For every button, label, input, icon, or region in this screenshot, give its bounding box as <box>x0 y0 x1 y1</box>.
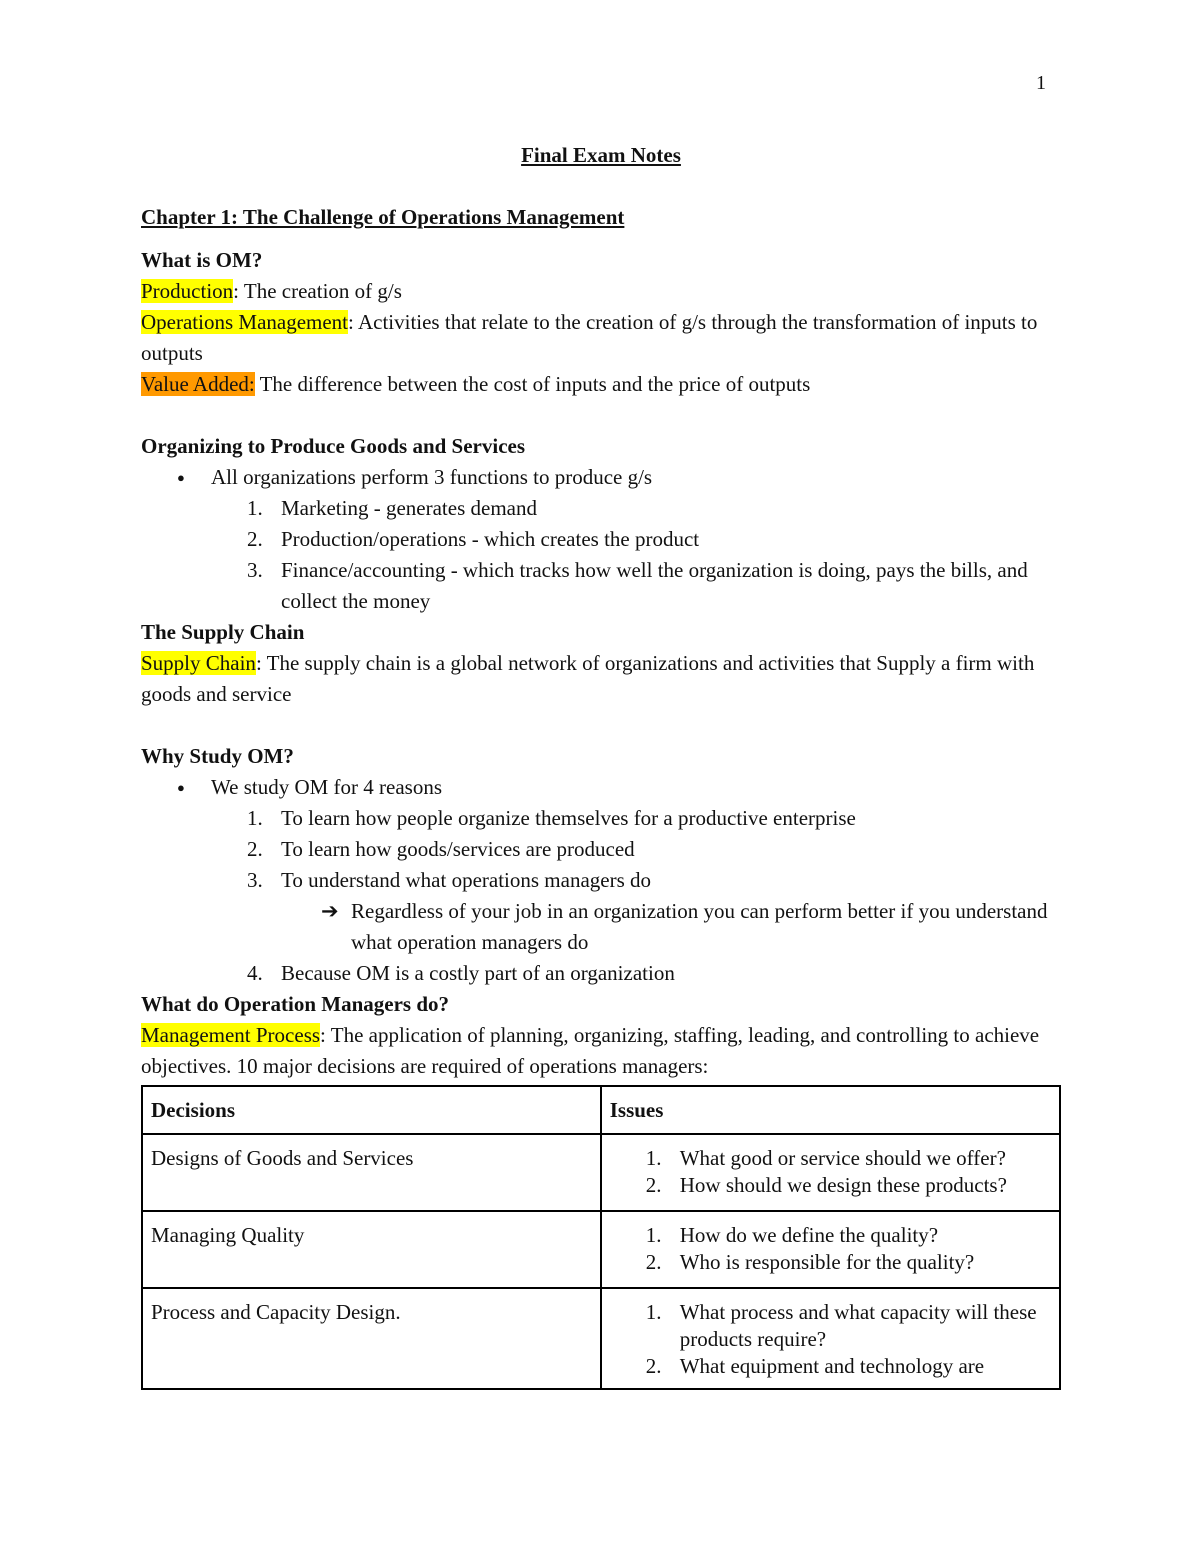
page-number: 1 <box>1036 72 1046 94</box>
bullet-list <box>141 462 1061 493</box>
list-item: 4. Because OM is a costly part of an organization <box>247 961 675 985</box>
section-heading-managers: What do Operation Managers do? <box>141 992 450 1016</box>
list-item: 1. What good or service should we offer? <box>645 1146 1006 1170</box>
list-item: 2. Who is responsible for the quality? <box>645 1250 975 1274</box>
section-heading-why-study: Why Study OM? <box>141 744 294 768</box>
table-header-row <box>142 1086 1060 1134</box>
arrow-right-icon: ➔ <box>321 899 339 923</box>
table-row <box>142 1211 1060 1288</box>
list-item: ➔ Regardless of your job in an organization you can perform better if you understand what operation managers do <box>351 896 1061 958</box>
bullet-list <box>141 772 1061 803</box>
list-item: 1. How do we define the quality? <box>645 1223 939 1247</box>
list-item: 1. To learn how people organize themselves for a productive enterprise <box>247 806 856 830</box>
term-highlight: Value Added: <box>141 372 255 396</box>
section-heading-what-is-om: What is OM? <box>141 248 263 272</box>
chapter-heading: Chapter 1: The Challenge of Operations Management <box>141 205 625 229</box>
numbered-list <box>141 803 1061 989</box>
list-item: 2. Production/operations - which creates the product <box>247 527 700 551</box>
list-item: ● All organizations perform 3 functions to produce g/s <box>211 462 1061 493</box>
term-highlight: Supply Chain <box>141 651 256 675</box>
definition-management-process: Management Process: The application of planning, organizing, staffing, leading, and controlling to achieve objectives. 10 major decisions are required of operations managers: <box>141 1023 1040 1078</box>
table-row <box>142 1288 1060 1389</box>
table-cell: Process and Capacity Design. <box>142 1288 601 1389</box>
section-heading-organizing: Organizing to Produce Goods and Services <box>141 434 526 458</box>
term-highlight: Operations Management <box>141 310 349 334</box>
definition-production: Production: The creation of g/s <box>141 279 402 303</box>
list-item: ● We study OM for 4 reasons <box>211 772 1061 803</box>
definition-operations-management: Operations Management: Activities that relate to the creation of g/s through the transformation of inputs to outputs <box>141 310 1038 365</box>
numbered-list <box>141 493 1061 617</box>
table-cell: Designs of Goods and Services <box>142 1134 601 1211</box>
table-cell <box>601 1288 1060 1389</box>
section-heading-supply-chain: The Supply Chain <box>141 620 305 644</box>
decisions-table <box>141 1085 1061 1390</box>
table-cell <box>601 1134 1060 1211</box>
table-header: Issues <box>601 1086 1060 1134</box>
document-title: Final Exam Notes <box>521 143 681 167</box>
list-item: 3. Finance/accounting - which tracks how well the organization is doing, pays the bills, and collect the money <box>247 558 1028 613</box>
term-highlight: Management Process <box>141 1023 321 1047</box>
list-item: 2. To learn how goods/services are produced <box>247 837 635 861</box>
table-row <box>142 1134 1060 1211</box>
definition-supply-chain: Supply Chain: The supply chain is a global network of organizations and activities that Supply a firm with goods and service <box>141 651 1035 706</box>
list-item: 3. To understand what operations managers do ➔ Regardless of your job in an organization you can perform better if you understand what operation managers do <box>281 865 1061 958</box>
document-body <box>141 140 1061 1390</box>
list-item: 2. How should we design these products? <box>645 1173 1007 1197</box>
term-highlight: Production <box>141 279 234 303</box>
table-cell: Managing Quality <box>142 1211 601 1288</box>
definition-value-added: Value Added: The difference between the cost of inputs and the price of outputs <box>141 372 811 396</box>
list-item: 2. What equipment and technology are <box>645 1354 985 1378</box>
table-cell <box>601 1211 1060 1288</box>
list-item: 1. What process and what capacity will these products require? <box>645 1300 1037 1351</box>
table-header: Decisions <box>142 1086 601 1134</box>
list-item: 1. Marketing - generates demand <box>247 496 537 520</box>
arrow-list <box>281 896 1061 958</box>
